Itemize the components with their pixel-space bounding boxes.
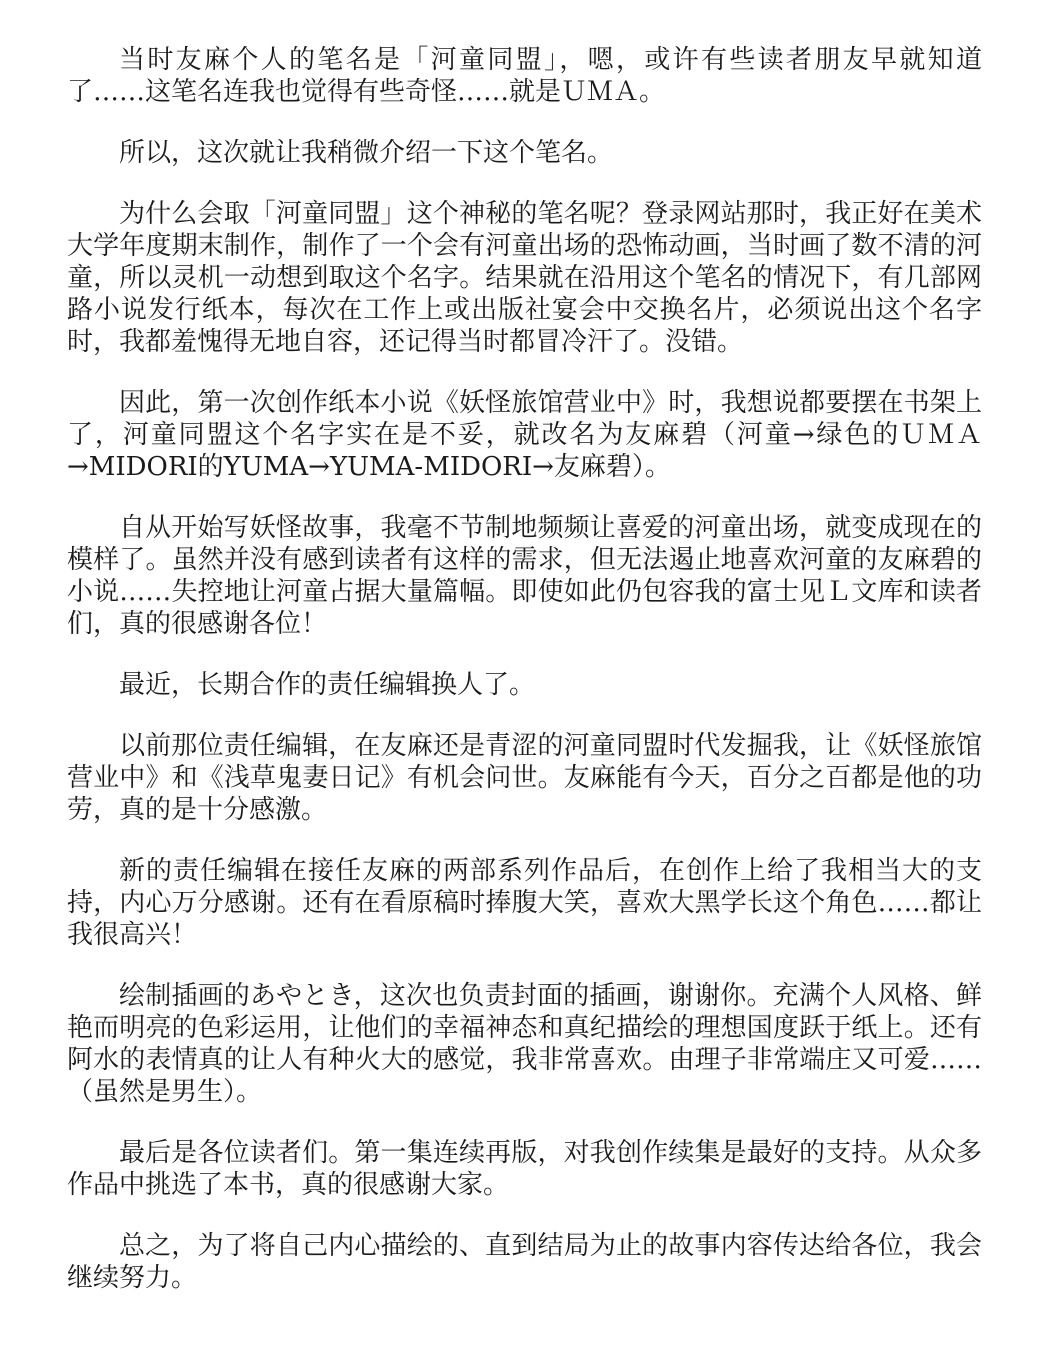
paragraph-name-change: 因此，第一次创作纸本小说《妖怪旅馆营业中》时，我想说都要摆在书架上了，河童同盟这个名字实在是不妥，就改名为友麻碧（河童→绿色的ＵＭＡ→MIDORI的YUMA→YUMA-MIDORI→友麻碧）。 (67, 388, 982, 482)
paragraph-closing: 总之，为了将自己内心描绘的、直到结局为止的故事内容传达给各位，我会继续努力。 (67, 1231, 982, 1293)
paragraph-pen-name-intro: 当时友麻个人的笔名是「河童同盟」，嗯，或许有些读者朋友早就知道了……这笔名连我也觉得有些奇怪……就是ＵＭＡ。 (67, 45, 982, 107)
paragraph-introduce-pen-name: 所以，这次就让我稍微介绍一下这个笔名。 (119, 138, 614, 168)
paragraph-why-pen-name: 为什么会取「河童同盟」这个神秘的笔名呢？登录网站那时，我正好在美术大学年度期末制作，制作了一个会有河童出场的恐怖动画，当时画了数不清的河童，所以灵机一动想到取这个名字。结果就在沿用这个笔名的情况下，有几部网路小说发行纸本，每次在工作上或出版社宴会中交换名片，必须说出这个名字时，我都羞愧得无地自容，还记得当时都冒冷汗了。没错。 (67, 199, 982, 357)
paragraph-new-editor: 新的责任编辑在接任友麻的两部系列作品后，在创作上给了我相当大的支持，内心万分感谢。还有在看原稿时捧腹大笑，喜欢大黑学长这个角色……都让我很高兴！ (67, 856, 982, 950)
document-page (67, 44, 982, 1323)
paragraph-readers-thanks: 最后是各位读者们。第一集连续再版，对我创作续集是最好的支持。从众多作品中挑选了本书，真的很感谢大家。 (67, 1138, 982, 1200)
paragraph-editor-change: 最近，长期合作的责任编辑换人了。 (119, 670, 536, 700)
paragraph-illustrator-thanks: 绘制插画的あやとき，这次也负责封面的插画，谢谢你。充满个人风格、鲜艳而明亮的色彩运用，让他们的幸福神态和真纪描绘的理想国度跃于纸上。还有阿水的表情真的让人有种火大的感觉，我非常喜欢。由理子非常端庄又可爱……（虽然是男生）。 (67, 981, 982, 1107)
paragraph-kappa-stories: 自从开始写妖怪故事，我毫不节制地频频让喜爱的河童出场，就变成现在的模样了。虽然并没有感到读者有这样的需求，但无法遏止地喜欢河童的友麻碧的小说……失控地让河童占据大量篇幅。即使如此仍包容我的富士见Ｌ文库和读者们，真的很感谢各位！ (67, 513, 982, 639)
paragraph-former-editor: 以前那位责任编辑，在友麻还是青涩的河童同盟时代发掘我，让《妖怪旅馆营业中》和《浅草鬼妻日记》有机会问世。友麻能有今天，百分之百都是他的功劳，真的是十分感激。 (67, 731, 982, 825)
